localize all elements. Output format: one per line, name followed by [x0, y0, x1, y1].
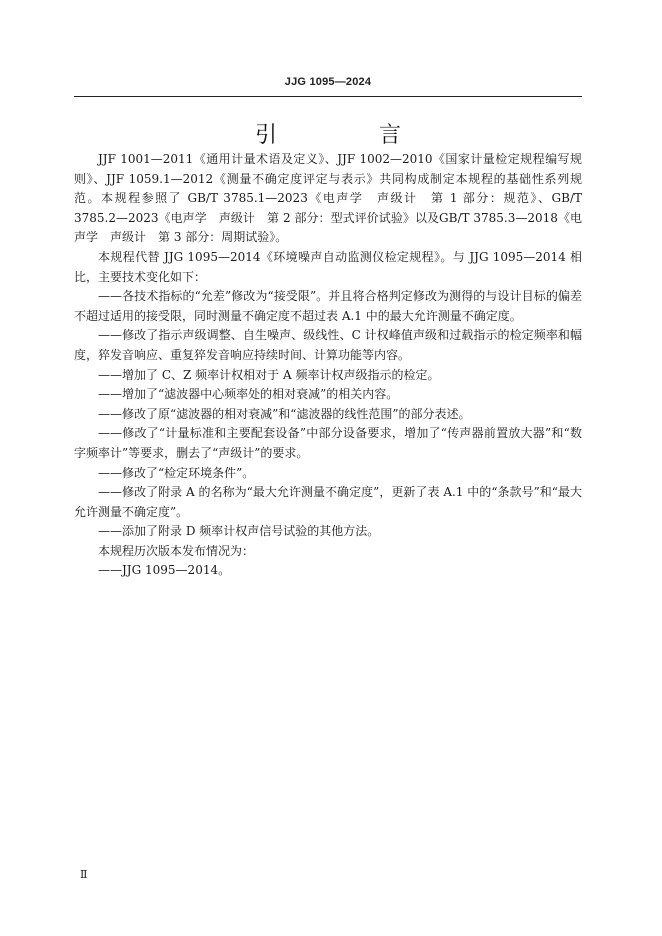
change-item-environment: ——修改了“检定环境条件”。: [98, 465, 255, 480]
change-item-equipment: ——修改了“计量标准和主要配套设备”中部分设备要求，增加了“传声器前置放大器”和“数字频率计”等要求，删去了“声级计”的要求。: [74, 426, 582, 460]
running-header: JJG 1095—2024: [284, 76, 372, 88]
paragraph-replaces: 本规程代替 JJG 1095—2014《环境噪声自动监测仪检定规程》。与 JJG 1095—2014 相比，主要技术变化如下：: [74, 249, 582, 284]
page-number: Ⅱ: [80, 868, 88, 881]
page-title: 引 言: [254, 123, 441, 148]
paragraph-history-intro: 本规程历次版本发布情况为：: [98, 543, 255, 558]
document-body: [74, 150, 582, 581]
change-item-indication-adjustment: ——修改了指示声级调整、自生噪声、级线性、C 计权峰值声级和过载指示的检定频率和幅度，猝发音响应、重复猝发音响应持续时间、计算功能等内容。: [74, 328, 582, 362]
change-item-appendix-a: ——修改了附录 A 的名称为“最大允许测量不确定度”，更新了表 A.1 中的“条款号”和“最大允许测量不确定度”。: [74, 485, 582, 519]
change-item-acceptance-limit: ——各技术指标的“允差”修改为“接受限”。并且将合格判定修改为测得的与设计目标的偏差不超过适用的接受限，同时测量不确定度不超过表 A.1 中的最大允许测量不确定度。: [74, 289, 582, 323]
header-divider: [74, 96, 582, 97]
change-item-filter-wording: ——修改了原“滤波器的相对衰减”和“滤波器的线性范围”的部分表述。: [98, 406, 471, 421]
change-item-appendix-d: ——添加了附录 D 频率计权声信号试验的其他方法。: [98, 524, 380, 539]
paragraph-references: JJF 1001—2011《通用计量术语及定义》、JJF 1002—2010《国家计量检定规程编写规则》、JJF 1059.1—2012《测量不确定度评定与表示》共同构成制定本规程的基础性系列规范。本规程参照了 GB/T 3785.1—2023《电声学 声级计 第 1 部分：规范》、GB/T 3785.2—2023《电声学 声级计 第 2 部分：型式评价试验》以及GB/T 3785.3—2018《电声学 声级计 第 3 部分：周期试验》。: [74, 152, 582, 245]
change-item-frequency-weighting: ——增加了 C、Z 频率计权相对于 A 频率计权声级指示的检定。: [98, 367, 440, 382]
change-item-filter-center-attenuation: ——增加了“滤波器中心频率处的相对衰减”的相关内容。: [98, 387, 399, 402]
history-item: ——JJG 1095—2014。: [98, 563, 231, 578]
